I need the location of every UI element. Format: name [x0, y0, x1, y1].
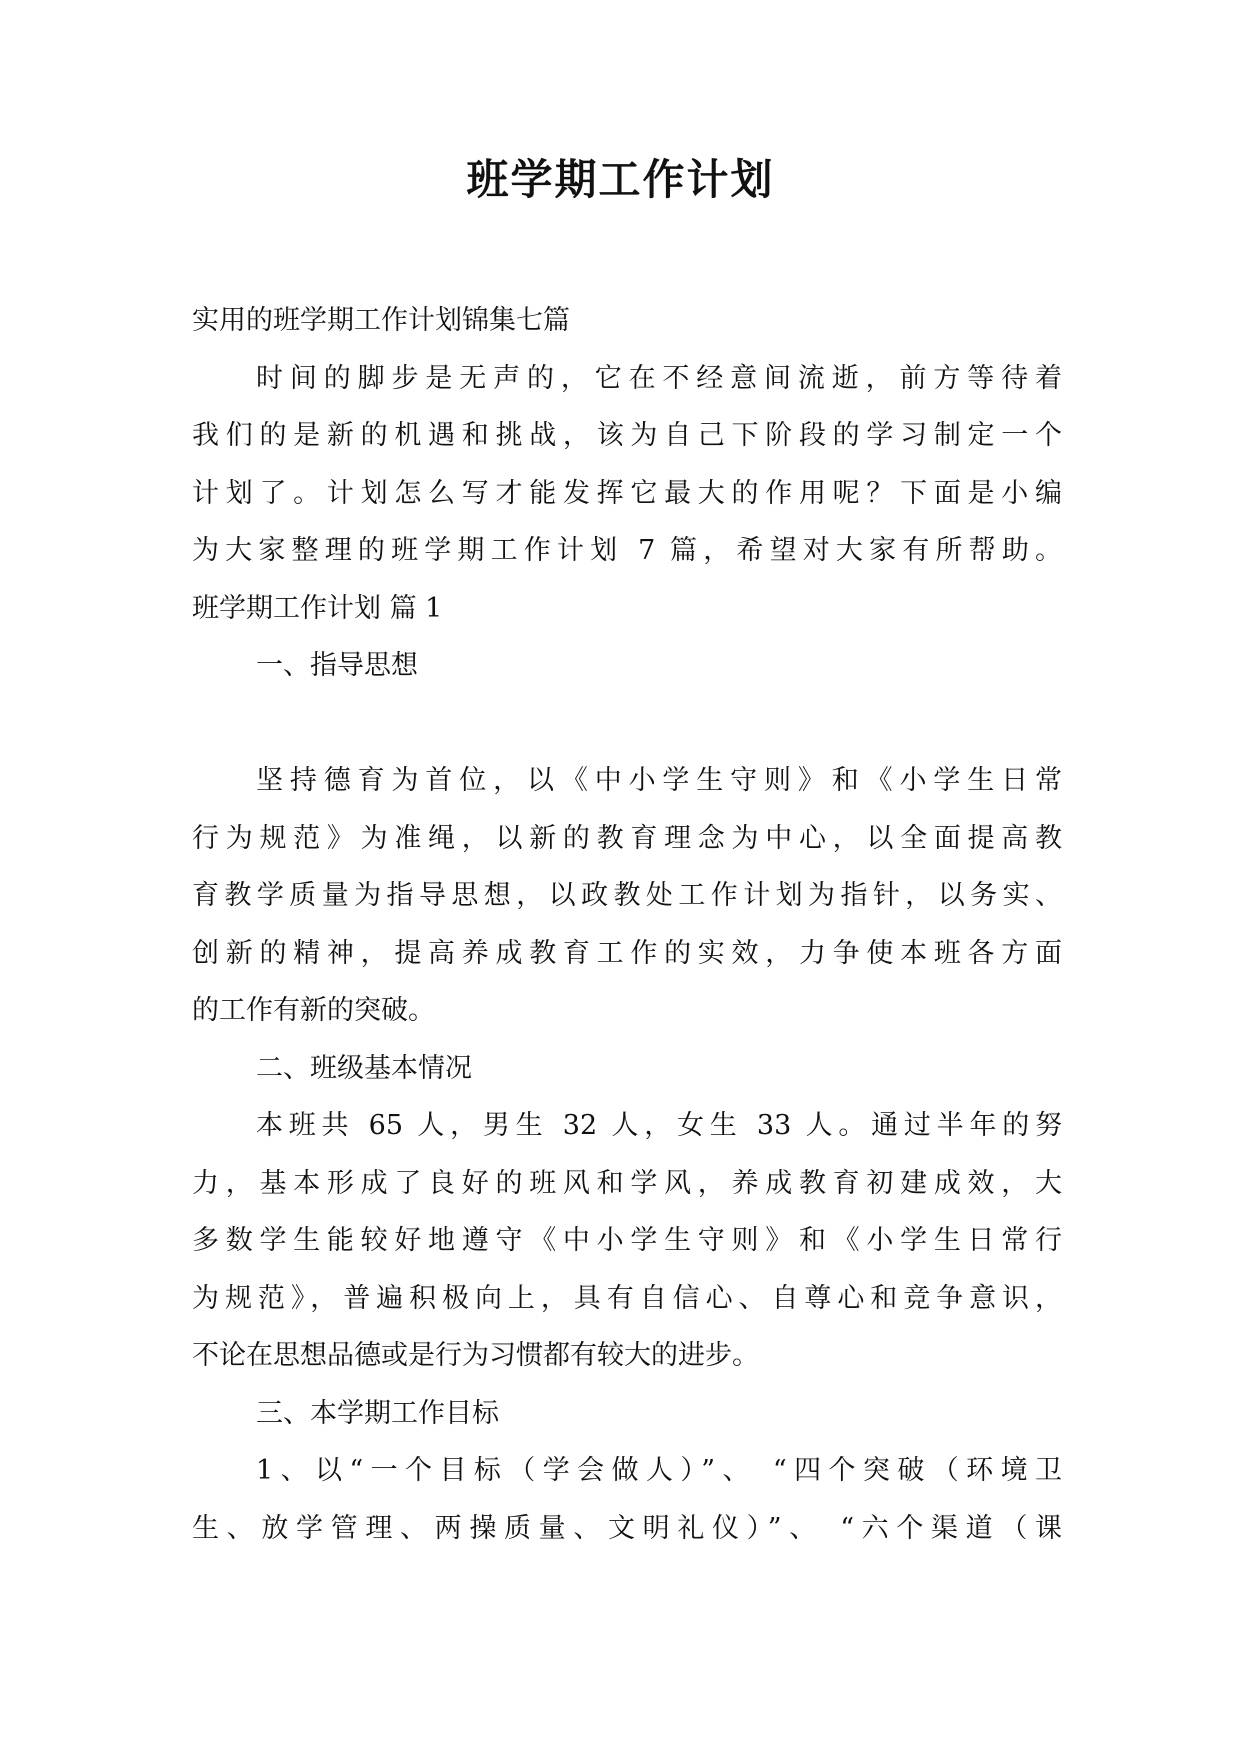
text-line: 为大家整理的班学期工作计划 7 篇，希望对大家有所帮助。: [192, 535, 1062, 566]
text-line: 为规范》，普遍积极向上，具有自信心、自尊心和竞争意识，: [192, 1282, 1062, 1314]
text-line: 班学期工作计划 篇 1: [192, 592, 443, 624]
document-title: 班学期工作计划: [466, 155, 775, 204]
text-line: 生、放学管理、两操质量、文明礼仪）”、 “六个渠道（课: [192, 1512, 1062, 1544]
text-line: 本班共 65 人，男生 32 人，女生 33 人。通过半年的努: [256, 1110, 1062, 1141]
document-body: [192, 292, 1062, 1557]
text-line: 一、指导思想: [256, 650, 418, 681]
text-line: 二、班级基本情况: [256, 1052, 472, 1084]
text-line: 不论在思想品德或是行为习惯都有较大的进步。: [192, 1340, 759, 1371]
text-line: 计划了。计划怎么写才能发挥它最大的作用呢？下面是小编: [192, 477, 1062, 509]
text-line: 实用的班学期工作计划锦集七篇: [192, 305, 570, 336]
text-line: 坚持德育为首位，以《中小学生守则》和《小学生日常: [256, 765, 1062, 796]
text-line: 多数学生能较好地遵守《中小学生守则》和《小学生日常行: [192, 1225, 1062, 1256]
text-line: 我们的是新的机遇和挑战，该为自己下阶段的学习制定一个: [192, 420, 1062, 451]
text-line: 行为规范》为准绳，以新的教育理念为中心，以全面提高教: [192, 822, 1062, 854]
blank-line: [192, 695, 1062, 753]
text-line: 的工作有新的突破。: [192, 995, 435, 1026]
text-line: 育教学质量为指导思想，以政教处工作计划为指针，以务实、: [192, 880, 1062, 911]
text-line: 力，基本形成了良好的班风和学风，养成教育初建成效，大: [192, 1167, 1062, 1199]
text-line: 1、以“一个目标（学会做人）”、 “四个突破（环境卫: [256, 1455, 1062, 1486]
text-line: 创新的精神，提高养成教育工作的实效，力争使本班各方面: [192, 937, 1062, 969]
text-line: 时间的脚步是无声的，它在不经意间流逝，前方等待着: [256, 362, 1062, 394]
text-line: 三、本学期工作目标: [256, 1397, 499, 1429]
